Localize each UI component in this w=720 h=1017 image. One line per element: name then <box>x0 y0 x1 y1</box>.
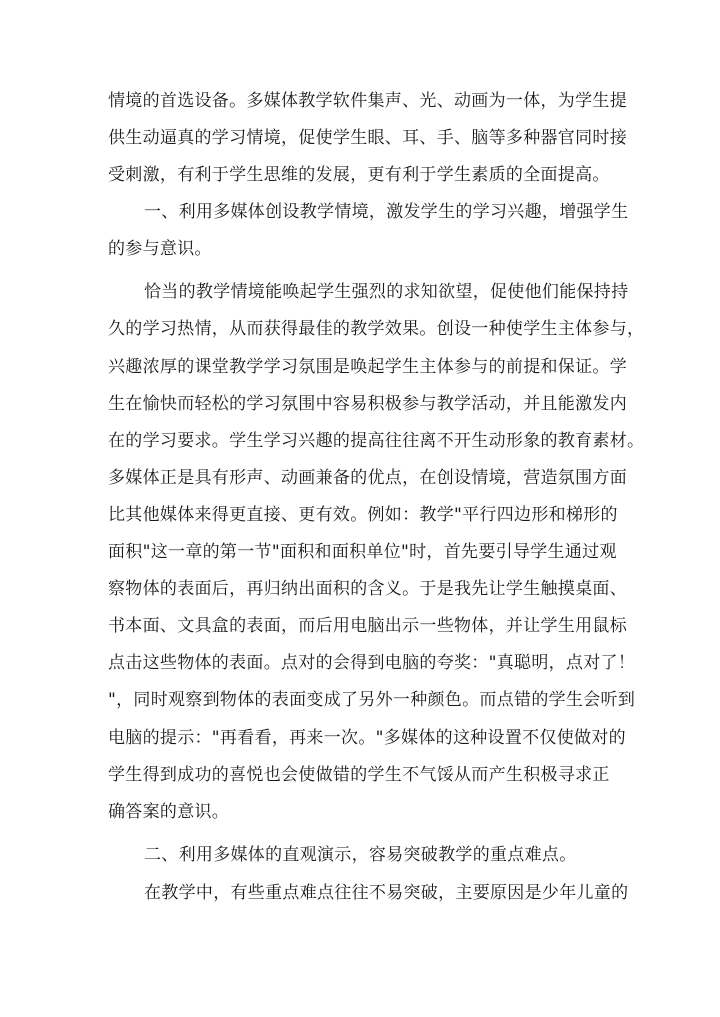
text-line: 兴趣浓厚的课堂教学学习氛围是唤起学生主体参与的前提和保证。学 <box>108 357 627 377</box>
text-line: 确答案的意识。 <box>108 802 230 822</box>
text-line: 在的学习要求。学生学习兴趣的提高往往离不开生动形象的教育素材。 <box>108 431 645 451</box>
text-line: 恰当的教学情境能唤起学生强烈的求知欲望，促使他们能保持持 <box>144 282 629 302</box>
section-heading: 的参与意识。 <box>108 239 212 259</box>
text-line: 供生动逼真的学习情境，促使学生眼、耳、手、脑等多种器官同时接 <box>108 128 627 148</box>
text-line: 面积"这一章的第一节"面积和面积单位"时，首先要引导学生通过观 <box>108 542 617 562</box>
text-line: 生在愉快而轻松的学习氛围中容易积极参与教学活动，并且能激发内 <box>108 394 627 414</box>
text-line: 书本面、文具盒的表面，而后用电脑出示一些物体，并让学生用鼠标 <box>108 616 627 636</box>
text-line: "，同时观察到物体的表面变成了另外一种颜色。而点错的学生会听到 <box>108 690 636 710</box>
text-line: 学生得到成功的喜悦也会使做错的学生不气馁从而产生积极寻求正 <box>108 765 610 785</box>
section-heading: 一、利用多媒体创设教学情境，激发学生的学习兴趣，增强学生 <box>144 202 629 222</box>
section-heading: 二、利用多媒体的直观演示，容易突破教学的重点难点。 <box>144 845 577 865</box>
text-line: 点击这些物体的表面。点对的会得到电脑的夸奖："真聪明，点对了！ <box>108 653 636 673</box>
text-line: 久的学习热情，从而获得最佳的教学效果。创设一种使学生主体参与， <box>108 319 645 339</box>
text-line: 在教学中，有些重点难点往往不易突破，主要原因是少年儿童的 <box>144 883 629 903</box>
text-line: 受刺激，有利于学生思维的发展，更有利于学生素质的全面提高。 <box>108 165 610 185</box>
text-line: 情境的首选设备。多媒体教学软件集声、光、动画为一体，为学生提 <box>108 91 627 111</box>
text-line: 察物体的表面后，再归纳出面积的含义。于是我先让学生触摸桌面、 <box>108 579 627 599</box>
text-line: 多媒体正是具有形声、动画兼备的优点，在创设情境，营造氛围方面 <box>108 468 627 488</box>
text-line: 比其他媒体来得更直接、更有效。例如：教学"平行四边形和梯形的 <box>108 505 618 525</box>
text-line: 电脑的提示："再看看，再来一次。"多媒体的这种设置不仅使做对的 <box>108 728 626 748</box>
